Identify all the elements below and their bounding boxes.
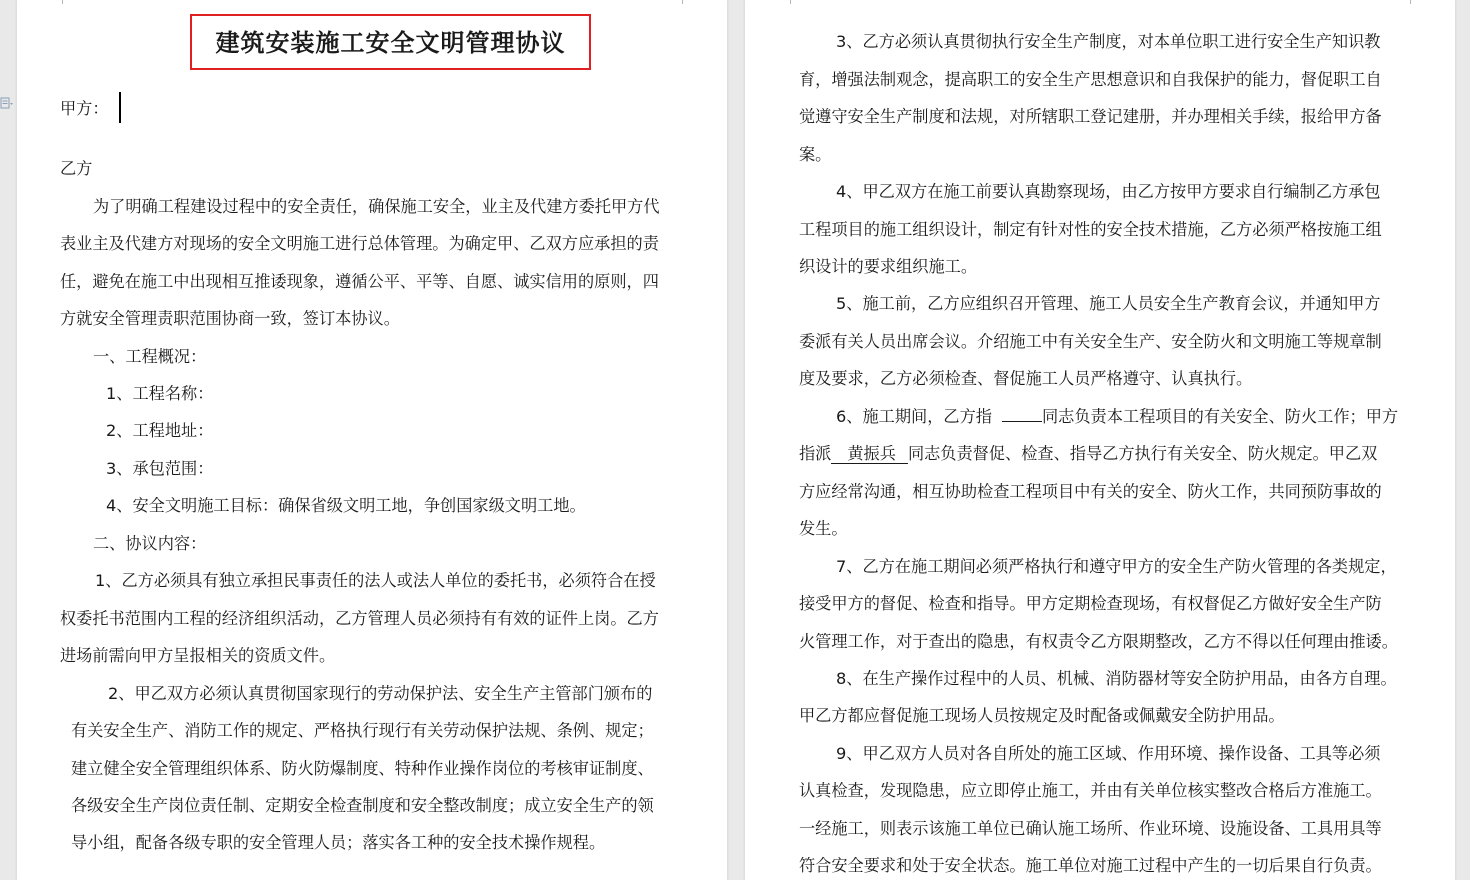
text-cursor (119, 92, 121, 123)
text-line: 织设计的要求组织施工。 (799, 257, 978, 276)
text-line: 案。 (799, 145, 832, 164)
text-line: 发生。 (799, 519, 848, 538)
text-line: 度及要求，乙方必须检查、督促施工人员严格遵守、认真执行。 (799, 369, 1253, 388)
text-line: 认真检查，发现隐患，应立即停止施工，并由有关单位核实整改合格后方准施工。 (799, 781, 1382, 800)
text-line: 2、工程地址： (106, 421, 214, 440)
text-line: 导小组，配备各级专职的安全管理人员；落实各工种的安全技术操作规程。 (71, 833, 606, 852)
text-segment: 6、施工期间，乙方指 (836, 407, 992, 426)
text-line (836, 407, 1398, 427)
text-line: 甲乙方都应督促施工现场人员按规定及时配备或佩戴安全防护用品。 (799, 706, 1285, 725)
text-line: 符合安全要求和处于安全状态。施工单位对施工过程中产生的一切后果自行负责。 (799, 856, 1382, 875)
underlined-name: 黄振兵 (847, 444, 896, 463)
text-line: 7、乙方在施工期间必须严格执行和遵守甲方的安全生产防火管理的各类规定， (836, 557, 1397, 576)
document-page-2 (745, 0, 1455, 880)
text-line: 9、甲乙双方人员对各自所处的施工区域、作用环境、操作设备、工具等必须 (836, 744, 1381, 763)
document-margin-icon[interactable] (0, 96, 14, 110)
text-line: 4、安全文明施工目标：确保省级文明工地，争创国家级文明工地。 (106, 496, 586, 515)
text-line: 任，避免在施工中出现相互推诿现象，遵循公平、平等、自愿、诚实信用的原则，四 (60, 272, 659, 291)
text-line: 委派有关人员出席会议。介绍施工中有关安全生产、安全防火和文明施工等规章制 (799, 332, 1382, 351)
text-line: 1、乙方必须具有独立承担民事责任的法人或法人单位的委托书，必须符合在授 (95, 571, 656, 590)
text-line: 3、乙方必须认真贯彻执行安全生产制度，对本单位职工进行安全生产知识教 (836, 32, 1381, 51)
text-line: 觉遵守安全生产制度和法规，对所辖职工登记建册，并办理相关手续，报给甲方备 (799, 107, 1382, 126)
blank-underline-field (1002, 421, 1042, 422)
text-line: 为了明确工程建设过程中的安全责任，确保施工安全，业主及代建方委托甲方代 (93, 197, 660, 216)
text-line: 各级安全生产岗位责任制、定期安全检查制度和安全整改制度；成立安全生产的领 (71, 796, 654, 815)
underlined-name-field (831, 444, 908, 464)
text-line: 接受甲方的督促、检查和指导。甲方定期检查现场，有权督促乙方做好安全生产防 (799, 594, 1382, 613)
document-page-1 (17, 0, 727, 880)
text-line: 8、在生产操作过程中的人员、机械、消防器材等安全防护用品，由各方自理。 (836, 669, 1397, 688)
page-corner-mark (54, 0, 63, 4)
text-line: 权委托书范围内工程的经济组织活动，乙方管理人员必须持有有效的证件上岗。乙方 (60, 609, 659, 628)
party-a-label: 甲方： (60, 99, 109, 118)
text-line: 一经施工，则表示该施工单位已确认施工场所、作业环境、设施设备、工具用具等 (799, 819, 1382, 838)
text-segment: 同志负责本工程项目的有关安全、防火工作；甲方 (1042, 407, 1399, 426)
text-segment: 指派 (799, 444, 832, 463)
page-corner-mark (682, 0, 691, 4)
text-line: 火管理工作，对于查出的隐患，有权责令乙方限期整改，乙方不得以任何理由推诿。 (799, 632, 1398, 651)
text-segment: 同志负责督促、检查、指导乙方执行有关安全、防火规定。甲乙双 (907, 444, 1378, 463)
text-line: 5、施工前，乙方应组织召开管理、施工人员安全生产教育会议，并通知甲方 (836, 294, 1381, 313)
page-corner-mark (1410, 0, 1419, 4)
section-heading: 一、工程概况： (93, 347, 207, 366)
text-line: 育，增强法制观念，提高职工的安全生产思想意识和自我保护的能力，督促职工自 (799, 70, 1382, 89)
text-line: 表业主及代建方对现场的安全文明施工进行总体管理。为确定甲、乙双方应承担的责 (60, 234, 659, 253)
text-line: 3、承包范围： (106, 459, 214, 478)
document-title: 建筑安装施工安全文明管理协议 (215, 28, 566, 57)
text-line: 方应经常沟通，相互协助检查工程项目中有关的安全、防火工作，共同预防事故的 (799, 482, 1382, 501)
text-line: 2、甲乙双方必须认真贯彻国家现行的劳动保护法、安全生产主管部门颁布的 (108, 684, 653, 703)
text-line: 4、甲乙双方在施工前要认真勘察现场，由乙方按甲方要求自行编制乙方承包 (836, 182, 1381, 201)
title-highlight-box (190, 14, 591, 70)
text-line: 进场前需向甲方呈报相关的资质文件。 (60, 646, 336, 665)
text-line: 工程项目的施工组织设计，制定有针对性的安全技术措施，乙方必须严格按施工组 (799, 220, 1382, 239)
text-line: 方就安全管理责职范围协商一致，签订本协议。 (60, 309, 400, 328)
text-line (799, 444, 1377, 464)
text-line: 有关安全生产、消防工作的规定、严格执行现行有关劳动保护法规、条例、规定； (71, 721, 654, 740)
text-line: 建立健全安全管理组织体系、防火防爆制度、特种作业操作岗位的考核审证制度、 (71, 759, 654, 778)
section-heading: 二、协议内容： (93, 534, 207, 553)
party-b-label: 乙方 (60, 159, 93, 178)
page-corner-mark (782, 0, 791, 4)
text-line: 1、工程名称： (106, 384, 214, 403)
